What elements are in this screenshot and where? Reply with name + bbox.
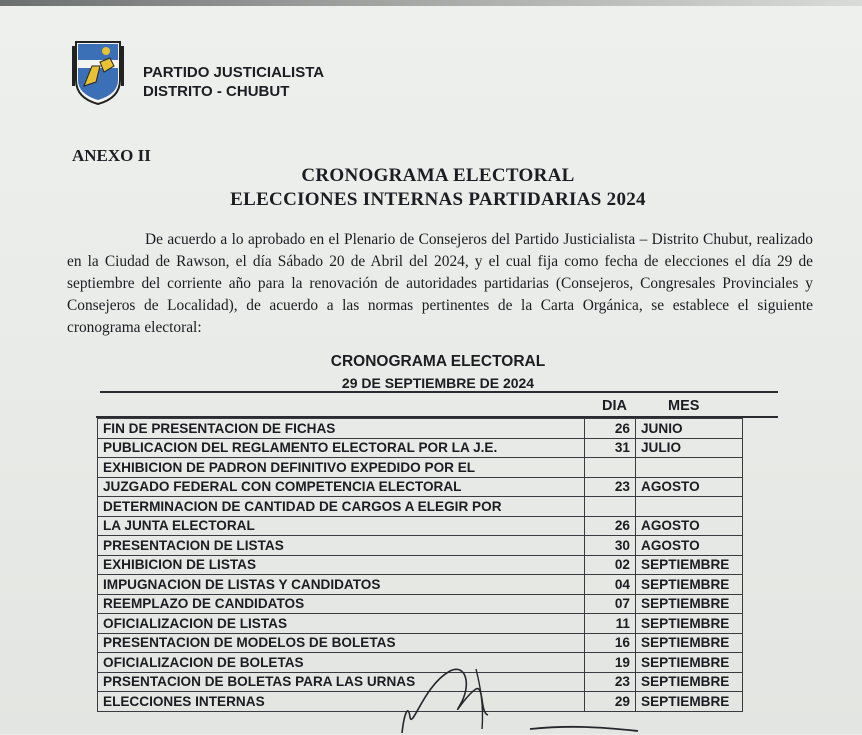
intro-paragraph: De acuerdo a lo aprobado en el Plenario de Consejeros del Partido Justicialista – Distrito Chubut, realizado en la Ciudad de Rawson, el día Sábado 20 de Abril del 2024, y el cual fija como fecha de elecciones el día 29 de septiembre del corriente año para la renovación de autoridades partidarias (Consejeros, Congresales Provinciales y Consejeros de Localidad), de acuerdo a las normas pertinentes de la Carta Orgánica, se establece el siguiente cronograma electoral: [67, 231, 813, 336]
mes-cell: SEPTIEMBRE [636, 575, 743, 595]
mes-cell: JUNIO [636, 419, 743, 439]
peronist-shield-logo-icon [70, 36, 126, 106]
event-cell: OFICIALIZACION DE LISTAS [98, 614, 585, 634]
dia-cell: 23 [585, 477, 636, 497]
dia-cell [585, 458, 636, 478]
dia-cell: 23 [585, 672, 636, 692]
table-row [98, 536, 743, 556]
event-cell: EXHIBICION DE LISTAS [98, 555, 585, 575]
mes-cell: SEPTIEMBRE [636, 672, 743, 692]
mes-cell [636, 458, 743, 478]
dia-cell: 26 [585, 419, 636, 439]
column-header-dia: DIA [602, 398, 627, 414]
event-cell: ELECCIONES INTERNAS [98, 692, 585, 712]
mes-cell: AGOSTO [636, 536, 743, 556]
table-row [98, 575, 743, 595]
dia-cell: 11 [585, 614, 636, 634]
mes-cell: SEPTIEMBRE [636, 555, 743, 575]
dia-cell: 30 [585, 536, 636, 556]
table-row [98, 497, 743, 517]
table-row [98, 419, 743, 439]
mes-cell: AGOSTO [636, 477, 743, 497]
dia-cell: 04 [585, 575, 636, 595]
event-cell: LA JUNTA ELECTORAL [98, 516, 585, 536]
event-cell: EXHIBICION DE PADRON DEFINITIVO EXPEDIDO POR EL [98, 458, 585, 478]
table-row [98, 438, 743, 458]
dia-cell: 16 [585, 633, 636, 653]
table-row [98, 477, 743, 497]
event-cell: PUBLICACION DEL REGLAMENTO ELECTORAL POR LA J.E. [98, 438, 585, 458]
table-top-rule [100, 391, 778, 393]
event-cell: OFICIALIZACION DE BOLETAS [98, 653, 585, 673]
event-cell: PRSENTACION DE BOLETAS PARA LAS URNAS [98, 672, 585, 692]
mes-cell: SEPTIEMBRE [636, 653, 743, 673]
mes-cell: JULIO [636, 438, 743, 458]
mes-cell: SEPTIEMBRE [636, 614, 743, 634]
table-caption-date: 29 DE SEPTIEMBRE DE 2024 [341, 375, 535, 391]
mes-cell: SEPTIEMBRE [636, 633, 743, 653]
table-row [98, 516, 743, 536]
table-row [98, 614, 743, 634]
event-cell: DETERMINACION DE CANTIDAD DE CARGOS A ELEGIR POR [98, 497, 585, 517]
party-name [143, 63, 324, 101]
event-cell: FIN DE PRESENTACION DE FICHAS [98, 419, 585, 439]
dia-cell: 02 [585, 555, 636, 575]
document-title-line1: CRONOGRAMA ELECTORAL [301, 165, 575, 186]
table-row [98, 555, 743, 575]
table-row [98, 458, 743, 478]
table-row [98, 594, 743, 614]
event-cell: JUZGADO FEDERAL CON COMPETENCIA ELECTORAL [98, 477, 585, 497]
mes-cell: SEPTIEMBRE [636, 692, 743, 712]
mes-cell: SEPTIEMBRE [636, 594, 743, 614]
event-cell: PRESENTACION DE MODELOS DE BOLETAS [98, 633, 585, 653]
dia-cell [585, 497, 636, 517]
event-cell: IMPUGNACION DE LISTAS Y CANDIDATOS [98, 575, 585, 595]
page-top-edge [0, 0, 862, 6]
handwritten-signature-icon [380, 655, 640, 735]
party-name-line1: PARTIDO JUSTICIALISTA [143, 64, 325, 81]
dia-cell: 31 [585, 438, 636, 458]
dia-cell: 19 [585, 653, 636, 673]
event-cell: REEMPLAZO DE CANDIDATOS [98, 594, 585, 614]
event-cell: PRESENTACION DE LISTAS [98, 536, 585, 556]
annex-label: ANEXO II [72, 146, 151, 165]
document-title-line2: ELECCIONES INTERNAS PARTIDARIAS 2024 [230, 189, 646, 210]
dia-cell: 07 [585, 594, 636, 614]
dia-cell: 26 [585, 516, 636, 536]
dia-cell: 29 [585, 692, 636, 712]
mes-cell [636, 497, 743, 517]
table-caption-title: CRONOGRAMA ELECTORAL [330, 353, 546, 370]
table-row [98, 633, 743, 653]
mes-cell: AGOSTO [636, 516, 743, 536]
party-name-line2: DISTRITO - CHUBUT [143, 83, 290, 100]
column-header-mes: MES [668, 398, 700, 414]
